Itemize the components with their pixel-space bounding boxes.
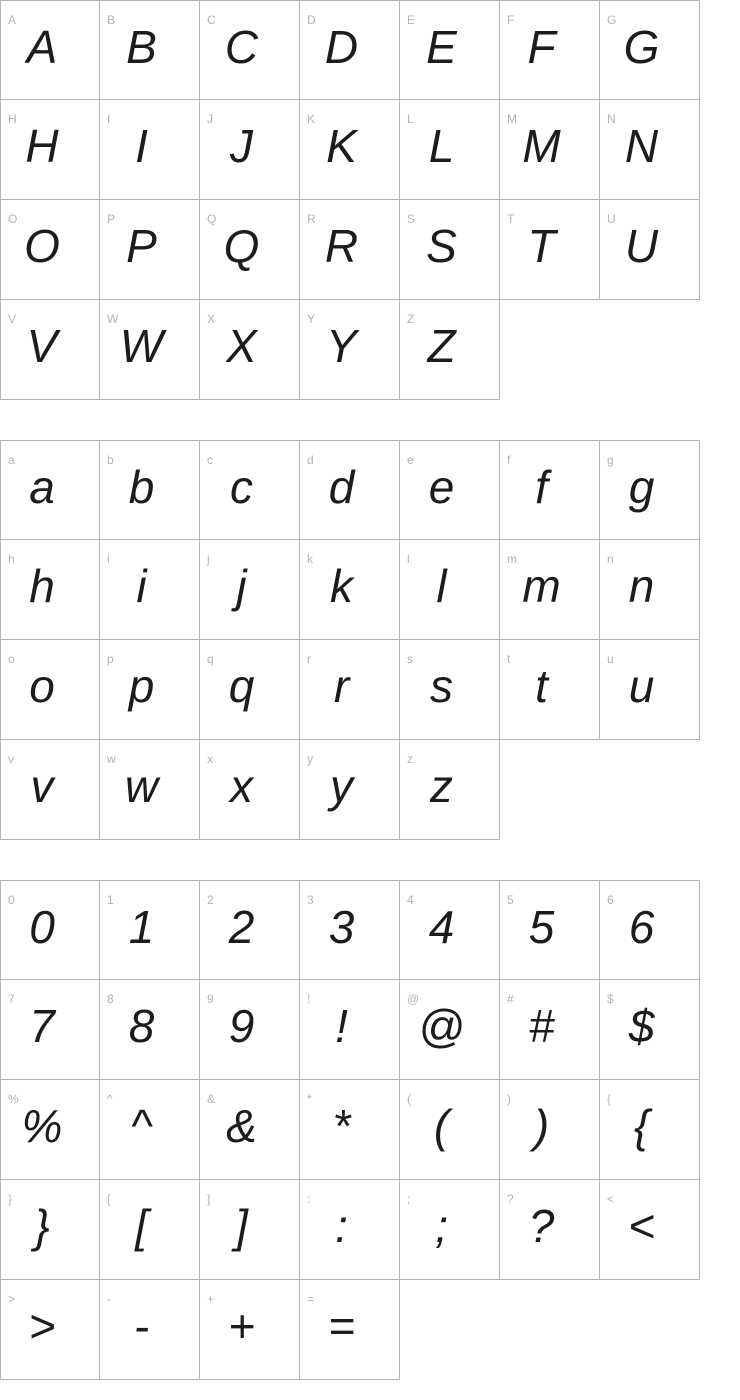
glyph-cell-lowercase-1-1: [100, 540, 200, 640]
glyph-row: [0, 980, 700, 1080]
glyph-cell-numbers-symbols-1-5: [500, 980, 600, 1080]
glyph-cell-numbers-symbols-3-0: [0, 1180, 100, 1280]
glyph-corner-label: 6: [607, 893, 614, 907]
glyph-preview: F: [527, 21, 556, 73]
glyph-cell-lowercase-2-0: [0, 640, 100, 740]
glyph-corner-label: 1: [107, 893, 114, 907]
glyph-cell-uppercase-1-1: [100, 100, 200, 200]
glyph-preview: t: [535, 660, 548, 712]
glyph-cell-uppercase-1-5: [500, 100, 600, 200]
glyph-corner-label: 0: [8, 893, 15, 907]
glyph-preview: x: [230, 760, 253, 812]
glyph-preview: T: [527, 220, 556, 272]
glyph-corner-label: i: [107, 552, 110, 566]
glyph-corner-label: 7: [8, 992, 15, 1006]
glyph-cell-lowercase-0-4: [400, 440, 500, 540]
glyph-preview: (: [433, 1100, 450, 1152]
glyph-corner-label: g: [607, 453, 614, 467]
glyph-corner-label: 5: [507, 893, 514, 907]
glyph-cell-numbers-symbols-1-0: [0, 980, 100, 1080]
glyph-cell-uppercase-2-0: [0, 200, 100, 300]
glyph-preview: l: [436, 560, 447, 612]
glyph-cell-lowercase-2-6: [600, 640, 700, 740]
glyph-corner-label: -: [107, 1292, 111, 1306]
glyph-corner-label: +: [207, 1292, 215, 1306]
glyph-preview: u: [628, 660, 655, 712]
glyph-cell-uppercase-0-2: [200, 0, 300, 100]
glyph-corner-label: z: [407, 752, 413, 766]
glyph-corner-label: m: [507, 552, 517, 566]
glyph-preview: }: [34, 1200, 50, 1252]
glyph-cell-numbers-symbols-2-2: [200, 1080, 300, 1180]
glyph-cell-numbers-symbols-3-4: [400, 1180, 500, 1280]
section-lowercase: [0, 440, 700, 840]
glyph-corner-label: ;: [407, 1192, 411, 1206]
glyph-corner-label: 2: [207, 893, 214, 907]
glyph-preview: b: [128, 461, 155, 513]
glyph-cell-numbers-symbols-1-6: [600, 980, 700, 1080]
glyph-cell-numbers-symbols-3-6: [600, 1180, 700, 1280]
glyph-cell-numbers-symbols-3-5: [500, 1180, 600, 1280]
glyph-preview: P: [126, 220, 157, 272]
glyph-cell-lowercase-0-0: [0, 440, 100, 540]
glyph-corner-label: h: [8, 552, 15, 566]
glyph-corner-label: A: [8, 13, 17, 27]
glyph-corner-label: p: [107, 652, 114, 666]
glyph-cell-lowercase-3-3: [300, 740, 400, 840]
glyph-row: [0, 640, 700, 740]
glyph-preview: ]: [235, 1200, 248, 1252]
glyph-corner-label: W: [107, 312, 119, 326]
glyph-corner-label: :: [307, 1192, 311, 1206]
glyph-preview: Z: [427, 320, 456, 372]
glyph-corner-label: t: [507, 652, 511, 666]
glyph-row: [0, 100, 700, 200]
glyph-corner-label: O: [8, 212, 18, 226]
glyph-corner-label: L: [407, 112, 414, 126]
glyph-corner-label: D: [307, 13, 316, 27]
glyph-preview: ;: [435, 1200, 448, 1252]
glyph-row: [0, 1280, 700, 1380]
glyph-preview: 8: [128, 1000, 155, 1052]
glyph-preview: m: [522, 560, 561, 612]
glyph-preview: p: [128, 660, 155, 712]
glyph-cell-lowercase-0-2: [200, 440, 300, 540]
glyph-preview: r: [333, 660, 350, 712]
glyph-corner-label: a: [8, 453, 15, 467]
glyph-preview: d: [328, 461, 355, 513]
glyph-corner-label: B: [107, 13, 116, 27]
glyph-preview: M: [522, 120, 561, 172]
glyph-cell-numbers-symbols-2-0: [0, 1080, 100, 1180]
glyph-cell-uppercase-1-6: [600, 100, 700, 200]
glyph-preview: {: [633, 1100, 650, 1152]
glyph-cell-numbers-symbols-2-4: [400, 1080, 500, 1180]
glyph-cell-numbers-symbols-2-6: [600, 1080, 700, 1180]
glyph-corner-label: <: [607, 1192, 615, 1206]
glyph-row: [0, 200, 700, 300]
glyph-cell-numbers-symbols-2-1: [100, 1080, 200, 1180]
glyph-preview: X: [226, 320, 257, 372]
glyph-cell-numbers-symbols-4-1: [100, 1280, 200, 1380]
glyph-corner-label: N: [607, 112, 616, 126]
glyph-preview: A: [26, 21, 58, 73]
glyph-cell-lowercase-0-1: [100, 440, 200, 540]
glyph-preview: w: [124, 760, 159, 812]
glyph-cell-lowercase-3-0: [0, 740, 100, 840]
glyph-cell-numbers-symbols-4-2: [200, 1280, 300, 1380]
glyph-cell-uppercase-1-0: [0, 100, 100, 200]
glyph-corner-label: r: [307, 652, 311, 666]
glyph-preview: o: [29, 660, 55, 712]
glyph-preview: e: [428, 461, 455, 513]
glyph-preview: 1: [128, 901, 155, 953]
glyph-cell-uppercase-2-4: [400, 200, 500, 300]
glyph-corner-label: P: [107, 212, 116, 226]
glyph-preview: I: [135, 120, 148, 172]
glyph-corner-label: #: [507, 992, 514, 1006]
glyph-preview: V: [26, 320, 58, 372]
glyph-preview: $: [628, 1000, 655, 1052]
glyph-corner-label: E: [407, 13, 416, 27]
glyph-corner-label: k: [307, 552, 313, 566]
glyph-preview: O: [24, 220, 60, 272]
glyph-cell-lowercase-3-2: [200, 740, 300, 840]
glyph-cell-numbers-symbols-4-3: [300, 1280, 400, 1380]
glyph-row: [0, 740, 700, 840]
glyph-corner-label: J: [207, 112, 213, 126]
glyph-preview: C: [224, 21, 259, 73]
glyph-corner-label: q: [207, 652, 214, 666]
glyph-corner-label: X: [207, 312, 216, 326]
glyph-cell-uppercase-0-0: [0, 0, 100, 100]
glyph-cell-lowercase-0-6: [600, 440, 700, 540]
glyph-preview: f: [535, 461, 548, 513]
glyph-preview: ?: [528, 1200, 555, 1252]
glyph-cell-lowercase-2-5: [500, 640, 600, 740]
glyph-corner-label: ): [507, 1092, 511, 1106]
glyph-preview: :: [335, 1200, 348, 1252]
glyph-cell-lowercase-3-1: [100, 740, 200, 840]
glyph-corner-label: }: [8, 1192, 13, 1206]
glyph-corner-label: l: [407, 552, 410, 566]
glyph-cell-lowercase-0-3: [300, 440, 400, 540]
glyph-cell-numbers-symbols-0-2: [200, 880, 300, 980]
glyph-corner-label: %: [8, 1092, 19, 1106]
glyph-corner-label: !: [307, 992, 311, 1006]
glyph-preview: 6: [628, 901, 655, 953]
glyph-cell-numbers-symbols-2-5: [500, 1080, 600, 1180]
glyph-cell-lowercase-2-3: [300, 640, 400, 740]
glyph-corner-label: (: [407, 1092, 411, 1106]
glyph-preview: =: [328, 1300, 355, 1352]
glyph-cell-lowercase-1-3: [300, 540, 400, 640]
glyph-row: [0, 1180, 700, 1280]
glyph-preview: Q: [223, 220, 260, 272]
glyph-corner-label: 4: [407, 893, 414, 907]
glyph-row: [0, 880, 700, 980]
glyph-preview: &: [226, 1100, 257, 1152]
glyph-preview: j: [236, 560, 247, 612]
glyph-cell-numbers-symbols-3-1: [100, 1180, 200, 1280]
glyph-preview: y: [330, 760, 353, 812]
glyph-cell-uppercase-1-2: [200, 100, 300, 200]
glyph-preview: W: [119, 320, 164, 372]
glyph-preview: 7: [29, 1000, 55, 1052]
glyph-corner-label: T: [507, 212, 515, 226]
glyph-cell-numbers-symbols-2-3: [300, 1080, 400, 1180]
glyph-preview: k: [330, 560, 353, 612]
glyph-cell-numbers-symbols-0-3: [300, 880, 400, 980]
glyph-cell-uppercase-3-3: [300, 300, 400, 400]
glyph-corner-label: [: [107, 1192, 111, 1206]
glyph-preview: ^: [130, 1100, 153, 1152]
glyph-preview: 0: [29, 901, 55, 953]
glyph-row: [0, 440, 700, 540]
glyph-corner-label: c: [207, 453, 213, 467]
glyph-preview: z: [430, 760, 453, 812]
glyph-cell-numbers-symbols-0-6: [600, 880, 700, 980]
glyph-preview: N: [624, 120, 659, 172]
glyph-corner-label: >: [8, 1292, 16, 1306]
glyph-cell-uppercase-1-3: [300, 100, 400, 200]
glyph-cell-lowercase-2-2: [200, 640, 300, 740]
glyph-preview: [: [135, 1200, 148, 1252]
glyph-cell-lowercase-3-4: [400, 740, 500, 840]
glyph-row: [0, 0, 700, 100]
glyph-preview: #: [528, 1000, 555, 1052]
section-numbers-symbols: [0, 880, 700, 1380]
glyph-cell-uppercase-3-4: [400, 300, 500, 400]
glyph-corner-label: Q: [207, 212, 217, 226]
glyph-row: [0, 1080, 700, 1180]
glyph-preview: L: [428, 120, 455, 172]
glyph-corner-label: K: [307, 112, 316, 126]
glyph-preview: +: [228, 1300, 255, 1352]
glyph-cell-numbers-symbols-3-2: [200, 1180, 300, 1280]
glyph-preview: >: [28, 1300, 56, 1352]
glyph-corner-label: ]: [207, 1192, 211, 1206]
glyph-preview: %: [21, 1100, 63, 1152]
glyph-corner-label: U: [607, 212, 616, 226]
glyph-cell-lowercase-1-6: [600, 540, 700, 640]
glyph-cell-lowercase-1-5: [500, 540, 600, 640]
glyph-preview: 4: [428, 901, 455, 953]
glyph-cell-uppercase-0-6: [600, 0, 700, 100]
glyph-preview: H: [25, 120, 59, 172]
glyph-corner-label: S: [407, 212, 416, 226]
glyph-corner-label: Y: [307, 312, 316, 326]
glyph-preview: *: [332, 1100, 351, 1152]
glyph-cell-numbers-symbols-1-3: [300, 980, 400, 1080]
glyph-cell-numbers-symbols-0-4: [400, 880, 500, 980]
glyph-cell-lowercase-0-5: [500, 440, 600, 540]
glyph-preview: -: [133, 1300, 150, 1352]
glyph-preview: 9: [228, 1000, 255, 1052]
glyph-preview: <: [628, 1200, 655, 1252]
glyph-cell-numbers-symbols-1-2: [200, 980, 300, 1080]
glyph-preview: B: [126, 21, 157, 73]
glyph-corner-label: f: [507, 453, 511, 467]
glyph-preview: D: [324, 21, 359, 73]
glyph-preview: g: [628, 461, 655, 513]
glyph-cell-uppercase-2-6: [600, 200, 700, 300]
glyph-corner-label: 8: [107, 992, 114, 1006]
glyph-preview: Y: [326, 320, 357, 372]
glyph-preview: !: [335, 1000, 348, 1052]
glyph-cell-uppercase-2-2: [200, 200, 300, 300]
glyph-preview: @: [418, 1000, 465, 1052]
glyph-preview: ): [533, 1100, 550, 1152]
glyph-cell-uppercase-2-3: [300, 200, 400, 300]
glyph-preview: h: [29, 560, 55, 612]
glyph-preview: K: [326, 120, 357, 172]
glyph-corner-label: &: [207, 1092, 216, 1106]
glyph-preview: i: [136, 560, 147, 612]
glyph-corner-label: M: [507, 112, 517, 126]
glyph-cell-uppercase-0-5: [500, 0, 600, 100]
glyph-preview: a: [29, 461, 55, 513]
glyph-preview: q: [228, 660, 255, 712]
glyph-corner-label: s: [407, 652, 413, 666]
glyph-preview: v: [30, 760, 54, 812]
glyph-preview: 2: [228, 901, 255, 953]
glyph-corner-label: ?: [507, 1192, 514, 1206]
glyph-corner-label: G: [607, 13, 617, 27]
glyph-row: [0, 300, 700, 400]
glyph-corner-label: u: [607, 652, 614, 666]
glyph-preview: J: [230, 120, 253, 172]
glyph-corner-label: w: [107, 752, 116, 766]
glyph-corner-label: 9: [207, 992, 214, 1006]
glyph-corner-label: n: [607, 552, 614, 566]
glyph-preview: n: [628, 560, 655, 612]
glyph-cell-uppercase-0-4: [400, 0, 500, 100]
glyph-corner-label: {: [607, 1092, 612, 1106]
glyph-corner-label: @: [407, 992, 420, 1006]
glyph-corner-label: y: [307, 752, 313, 766]
glyph-corner-label: x: [207, 752, 213, 766]
glyph-corner-label: F: [507, 13, 515, 27]
section-uppercase: [0, 0, 700, 400]
glyph-corner-label: e: [407, 453, 414, 467]
glyph-corner-label: j: [207, 552, 210, 566]
glyph-corner-label: o: [8, 652, 15, 666]
glyph-corner-label: Z: [407, 312, 415, 326]
glyph-preview: G: [623, 21, 660, 73]
glyph-cell-numbers-symbols-3-3: [300, 1180, 400, 1280]
glyph-cell-uppercase-0-3: [300, 0, 400, 100]
glyph-corner-label: $: [607, 992, 614, 1006]
glyph-preview: c: [230, 461, 253, 513]
glyph-cell-numbers-symbols-1-1: [100, 980, 200, 1080]
glyph-preview: R: [324, 220, 359, 272]
glyph-cell-lowercase-1-0: [0, 540, 100, 640]
glyph-corner-label: H: [8, 112, 17, 126]
glyph-cell-numbers-symbols-0-1: [100, 880, 200, 980]
glyph-cell-lowercase-2-1: [100, 640, 200, 740]
glyph-corner-label: R: [307, 212, 316, 226]
glyph-preview: E: [426, 21, 457, 73]
glyph-corner-label: ^: [107, 1092, 113, 1106]
glyph-cell-numbers-symbols-4-0: [0, 1280, 100, 1380]
glyph-cell-uppercase-3-0: [0, 300, 100, 400]
glyph-cell-numbers-symbols-1-4: [400, 980, 500, 1080]
glyph-cell-uppercase-0-1: [100, 0, 200, 100]
glyph-corner-label: V: [8, 312, 17, 326]
glyph-cell-numbers-symbols-0-5: [500, 880, 600, 980]
glyph-corner-label: C: [207, 13, 216, 27]
glyph-cell-lowercase-1-2: [200, 540, 300, 640]
glyph-cell-uppercase-3-1: [100, 300, 200, 400]
glyph-preview: 3: [328, 901, 355, 953]
glyph-row: [0, 540, 700, 640]
glyph-preview: S: [426, 220, 457, 272]
glyph-cell-uppercase-2-1: [100, 200, 200, 300]
glyph-corner-label: d: [307, 453, 314, 467]
glyph-corner-label: I: [107, 112, 111, 126]
glyph-corner-label: =: [307, 1292, 315, 1306]
glyph-preview: U: [624, 220, 659, 272]
glyph-corner-label: 3: [307, 893, 314, 907]
glyph-cell-lowercase-2-4: [400, 640, 500, 740]
glyph-cell-numbers-symbols-0-0: [0, 880, 100, 980]
glyph-cell-uppercase-1-4: [400, 100, 500, 200]
glyph-corner-label: b: [107, 453, 114, 467]
glyph-corner-label: v: [8, 752, 14, 766]
glyph-preview: s: [430, 660, 453, 712]
glyph-cell-lowercase-1-4: [400, 540, 500, 640]
glyph-preview: 5: [528, 901, 555, 953]
glyph-cell-uppercase-3-2: [200, 300, 300, 400]
glyph-cell-uppercase-2-5: [500, 200, 600, 300]
glyph-corner-label: *: [307, 1092, 312, 1106]
